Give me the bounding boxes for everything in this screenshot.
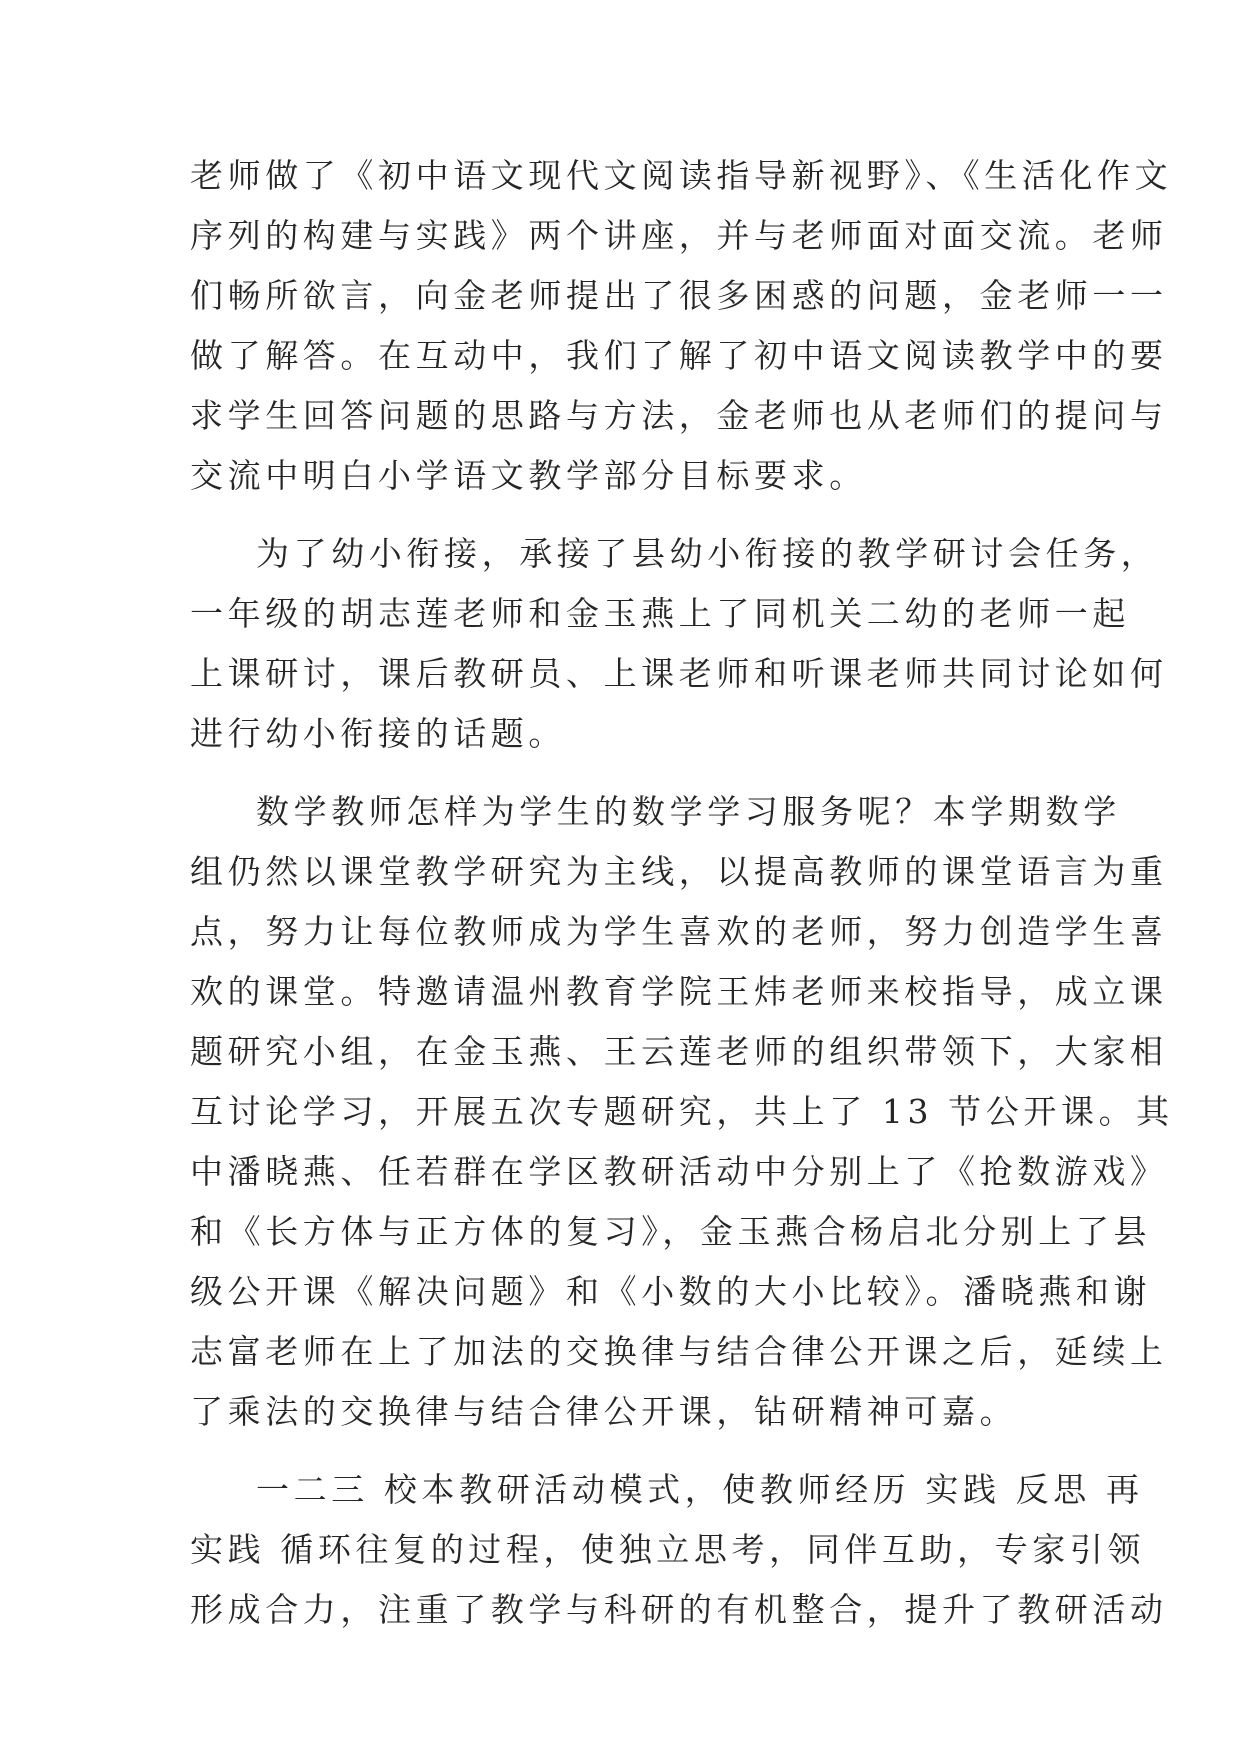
text-line: 数学教师怎样为学生的数学学习服务呢？本学期数学	[256, 792, 1121, 831]
text-line: 欢的课堂。特邀请温州教育学院王炜老师来校指导，成立课	[190, 972, 1168, 1011]
text-line: 序列的构建与实践》两个讲座，并与老师面对面交流。老师	[190, 216, 1168, 255]
text-line: 组仍然以课堂教学研究为主线，以提高教师的课堂语言为重	[190, 852, 1168, 891]
text-line: 为了幼小衔接，承接了县幼小衔接的教学研讨会任务，	[256, 534, 1159, 573]
text-line: 一二三 校本教研活动模式，使教师经历 实践 反思 再	[256, 1470, 1144, 1509]
text-line: 中潘晓燕、任若群在学区教研活动中分别上了《抢数游戏》	[190, 1152, 1168, 1191]
paragraph-4	[190, 1460, 1168, 1640]
text-line: 和《长方体与正方体的复习》，金玉燕合杨启北分别上了县	[190, 1212, 1152, 1251]
text-line: 形成合力，注重了教学与科研的有机整合，提升了教研活动	[190, 1590, 1168, 1629]
text-line: 实践 循环往复的过程，使独立思考，同伴互助，专家引领	[190, 1530, 1146, 1569]
text-line: 了乘法的交换律与结合律公开课，钻研精神可嘉。	[190, 1392, 1018, 1431]
text-line: 做了解答。在互动中，我们了解了初中语文阅读教学中的要	[190, 336, 1168, 375]
text-line: 进行幼小衔接的话题。	[190, 714, 566, 753]
text-line: 上课研讨，课后教研员、上课老师和听课老师共同讨论如何	[190, 654, 1168, 693]
text-line: 志富老师在上了加法的交换律与结合律公开课之后，延续上	[190, 1332, 1168, 1371]
text-line: 点，努力让每位教师成为学生喜欢的老师，努力创造学生喜	[190, 912, 1168, 951]
paragraph-3	[190, 782, 1174, 1442]
text-line: 交流中明白小学语文教学部分目标要求。	[190, 456, 867, 495]
paragraph-2	[190, 524, 1168, 764]
text-line: 求学生回答问题的思路与方法，金老师也从老师们的提问与	[190, 396, 1168, 435]
text-line: 一年级的胡志莲老师和金玉燕上了同机关二幼的老师一起	[190, 594, 1130, 633]
text-line: 互讨论学习，开展五次专题研究，共上了 13 节公开课。其	[190, 1092, 1174, 1131]
text-line: 老师做了《初中语文现代文阅读指导新视野》、《生活化作文	[190, 156, 1173, 195]
paragraph-1	[190, 146, 1173, 506]
text-line: 级公开课《解决问题》和《小数的大小比较》。潘晓燕和谢	[190, 1272, 1152, 1311]
text-line: 题研究小组，在金玉燕、王云莲老师的组织带领下，大家相	[190, 1032, 1168, 1071]
text-line: 们畅所欲言，向金老师提出了很多困惑的问题，金老师一一	[190, 276, 1168, 315]
document-body	[190, 146, 1174, 1640]
